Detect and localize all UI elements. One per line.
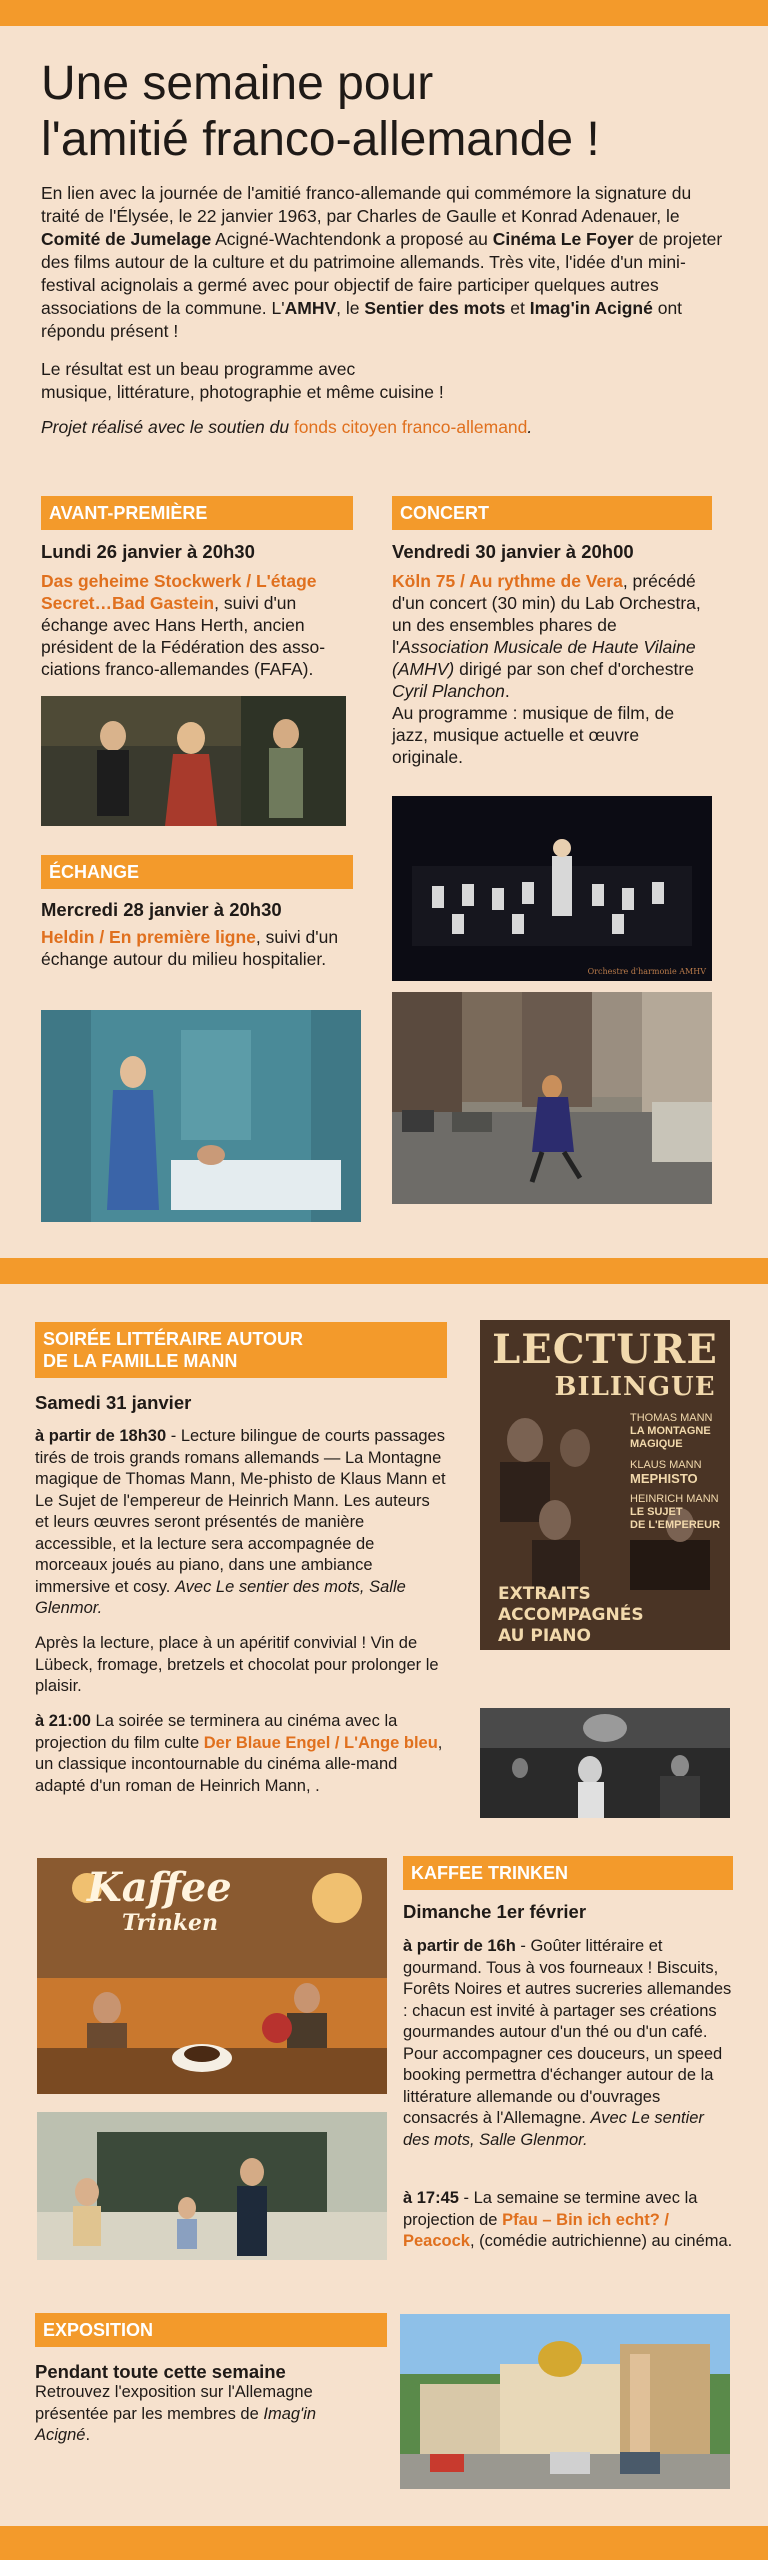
lecture-title-2: BILINGUE (554, 1372, 716, 1402)
intro-bold-cinema: Cinéma Le Foyer (492, 229, 634, 249)
date-kaffee: Dimanche 1er février (403, 1901, 587, 1922)
intro-text: Le résultat est un beau programme avec (41, 359, 356, 379)
photo-concert-orchestra (392, 796, 712, 981)
intro-paragraph-2 (41, 358, 731, 404)
photo-blaue-engel (480, 1708, 730, 1818)
support-text: Projet réalisé avec le soutien du (41, 417, 294, 437)
footer-line-2: ACCOMPAGNÉS (498, 1605, 644, 1625)
text-concert (392, 570, 712, 768)
film-link-geheime-stockwerk[interactable]: Das geheime Stockwerk / L'étage Secret…Bad Gastein (41, 571, 317, 613)
intro-bold-amhv: AMHV (284, 298, 337, 318)
label-concert: CONCERT (392, 496, 712, 530)
intro-text: , le (336, 298, 365, 318)
intro-support (41, 416, 731, 439)
support-text: . (527, 417, 533, 437)
film-link-koln-75[interactable]: Köln 75 / Au rythme de Vera (392, 571, 623, 591)
concert-text: , précédé d'un concert (30 min) du Lab Orchestra, un des ensembles phares de l' (392, 571, 701, 657)
text-kaffee-part1 (403, 1936, 733, 2151)
date-avant-premiere: Lundi 26 janvier à 20h30 (41, 541, 255, 562)
title-line-2: l'amitié franco-allemande ! (41, 113, 600, 166)
poster-lecture-bilingue (480, 1320, 730, 1650)
intro-bold-jumelage: Comité de Jumelage (41, 229, 212, 249)
text-soiree-part3 (35, 1711, 448, 1797)
title-line-1: Une semaine pour (41, 57, 434, 110)
text-soiree-part2 (35, 1633, 448, 1698)
concert-text-conductor: Cyril Planchon (392, 681, 505, 701)
expo-association: Imag'in Acigné (35, 2404, 317, 2444)
bottom-orange-bar (0, 2526, 768, 2560)
soiree-text: La soirée se terminera au cinéma avec la projection du film culte (35, 1712, 398, 1752)
expo-text: . (85, 2426, 91, 2444)
date-exposition: Pendant toute cette semaine (35, 2361, 286, 2382)
lecture-title-1: LECTURE (492, 1326, 718, 1373)
text-soiree-part1 (35, 1426, 448, 1620)
kaffee-poster-word-2: Trinken (122, 1910, 218, 1936)
concert-text-amhv: Association Musicale de Haute Vilaine (AMHV) (392, 637, 696, 679)
fonds-citoyen-link[interactable]: fonds citoyen franco-allemand (293, 417, 528, 437)
soiree-text: - Lecture bilingue de courts passages tirés de trois grands romans allemands — La Montagne magique de Thomas Mann, Me-phisto de Klaus Mann et Le Sujet de l'empereur de Heinrich Mann. Les auteurs et leurs œuvres seront présentés de manière accessible, et la lecture sera accompagnée de morceaux joués au piano, dans une ambiance immersive et cosy. (35, 1427, 446, 1596)
intro-text: de projeter des films autour de la culture et du patrimoine allemands. Très vite, l'idée d'un mini-festival acignolais a germé avec pour objectif de faire participer quelques autres associations de la commune. L' (41, 229, 723, 318)
photo-avant-premiere (41, 696, 346, 826)
intro-text: En lien avec la journée de l'amitié franco-allemande qui commémore la signature du traité de l'Élysée, le 22 janvier 1963, par Charles de Gaulle et Konrad Adenauer, le (41, 183, 692, 226)
book-empereur: DE L'EMPEREUR (630, 1519, 721, 1531)
lecture-authors (630, 1412, 730, 1532)
footer-line-1: EXTRAITS (498, 1584, 591, 1604)
concert-text: . (504, 681, 510, 701)
kaffee-time-1745: à 17:45 (403, 2189, 459, 2207)
soiree-text: , un classique incontournable du cinéma alle-mand adapté d'un roman de Heinrich Mann, . (35, 1733, 443, 1795)
photo-koln-75-street (392, 992, 712, 1204)
concert-program: Au programme : musique de film, de jazz, musique actuelle et œuvre originale. (392, 703, 675, 767)
film-link-blaue-engel[interactable]: Der Blaue Engel / L'Ange bleu (203, 1733, 438, 1752)
text-avant-premiere (41, 570, 351, 680)
intro-paragraph (41, 182, 731, 343)
label-exposition: EXPOSITION (35, 2313, 387, 2347)
intro-text: Acigné-Wachtendonk a proposé au (211, 229, 493, 249)
kaffee-text: - Goûter littéraire et gourmand. Tous à vos fourneaux ! Biscuits, Forêts Noires et autres sucreries allemandes : chacun est invité à partager ses créations gourmandes autour d'un thé ou d'un café. Pour accompagner ces douceurs, un speed booking permettra d'échanger autour de la littérature allemande ou d'ouvrages consacrés à l'Allemagne. (403, 1937, 732, 2127)
soiree-aperitif-text: Après la lecture, place à un apéritif convivial ! Vin de Lübeck, fromage, bretzels et chocolat pour prolonger le plaisir. (35, 1634, 439, 1695)
footer-line-3: AU PIANO (498, 1626, 591, 1646)
book-montagne-magique: LA MONTAGNE MAGIQUE (630, 1425, 711, 1450)
concert-photo-caption: Orchestre d'harmonie AMHV (587, 967, 706, 976)
echange-text: , suivi d'un échange autour du milieu hospitalier. (41, 927, 339, 969)
photo-hundertwasser-house (400, 2314, 730, 2489)
top-orange-bar (0, 0, 768, 26)
kaffee-text: , (comédie autrichienne) au cinéma. (469, 2232, 733, 2250)
expo-text: Retrouvez l'exposition sur l'Allemagne présentée par les membres de (35, 2383, 313, 2423)
text-exposition (35, 2382, 365, 2447)
date-soiree: Samedi 31 janvier (35, 1392, 192, 1413)
kaffee-venue: Avec Le sentier des mots, Salle Glenmor. (403, 2109, 704, 2149)
text-kaffee-part2 (403, 2188, 733, 2253)
author-heinrich-mann: HEINRICH MANN (630, 1493, 719, 1505)
soiree-time-2100: à 21:00 (35, 1712, 91, 1730)
soiree-label-line-2: DE LA FAMILLE MANN (43, 1351, 238, 1371)
intro-bold-sentier: Sentier des mots (364, 298, 506, 318)
kaffee-time-16h: à partir de 16h (403, 1937, 516, 1955)
poster-kaffee-trinken (37, 1858, 387, 2094)
film-link-pfau[interactable]: Pfau – Bin ich echt? / Peacock (403, 2210, 669, 2250)
text-echange (41, 926, 341, 970)
label-soiree-litteraire (35, 1322, 447, 1378)
avant-text: , suivi d'un échange avec Hans Herth, ancien président de la Fédération des asso-ciations franco-allemandes (FAFA). (41, 593, 326, 679)
photo-peacock-film (37, 2112, 387, 2260)
author-thomas-mann: THOMAS MANN (630, 1412, 713, 1424)
intro-text: et (505, 298, 530, 318)
intro-bold-imagin: Imag'in Acigné (529, 298, 653, 318)
soiree-label-line-1: SOIRÉE LITTÉRAIRE AUTOUR (43, 1329, 304, 1349)
film-link-heldin[interactable]: Heldin / En première ligne (41, 927, 256, 947)
middle-orange-bar (0, 1258, 768, 1284)
kaffee-poster-word-1: Kaffee (87, 1864, 232, 1911)
lecture-footer (498, 1584, 698, 1647)
page-title (41, 56, 741, 168)
book-mephisto: MEPHISTO (630, 1471, 698, 1486)
soiree-venue: Avec Le sentier des mots, Salle Glenmor. (35, 1577, 406, 1617)
date-concert: Vendredi 30 janvier à 20h00 (392, 541, 634, 562)
label-kaffee-trinken: KAFFEE TRINKEN (403, 1856, 733, 1890)
photo-heldin-hospital (41, 1010, 361, 1222)
label-echange: ÉCHANGE (41, 855, 353, 889)
concert-text: dirigé par son chef d'orchestre (454, 659, 694, 679)
intro-text: musique, littérature, photographie et même cuisine ! (41, 382, 444, 402)
label-avant-premiere: AVANT-PREMIÈRE (41, 496, 353, 530)
soiree-time-1830: à partir de 18h30 (35, 1427, 167, 1445)
book-sujet: LE SUJET (630, 1506, 683, 1518)
kaffee-text: - La semaine se termine avec la projection de (403, 2189, 698, 2229)
intro-text: ont répondu présent ! (41, 298, 683, 341)
author-klaus-mann: KLAUS MANN (630, 1459, 702, 1471)
date-echange: Mercredi 28 janvier à 20h30 (41, 899, 282, 920)
